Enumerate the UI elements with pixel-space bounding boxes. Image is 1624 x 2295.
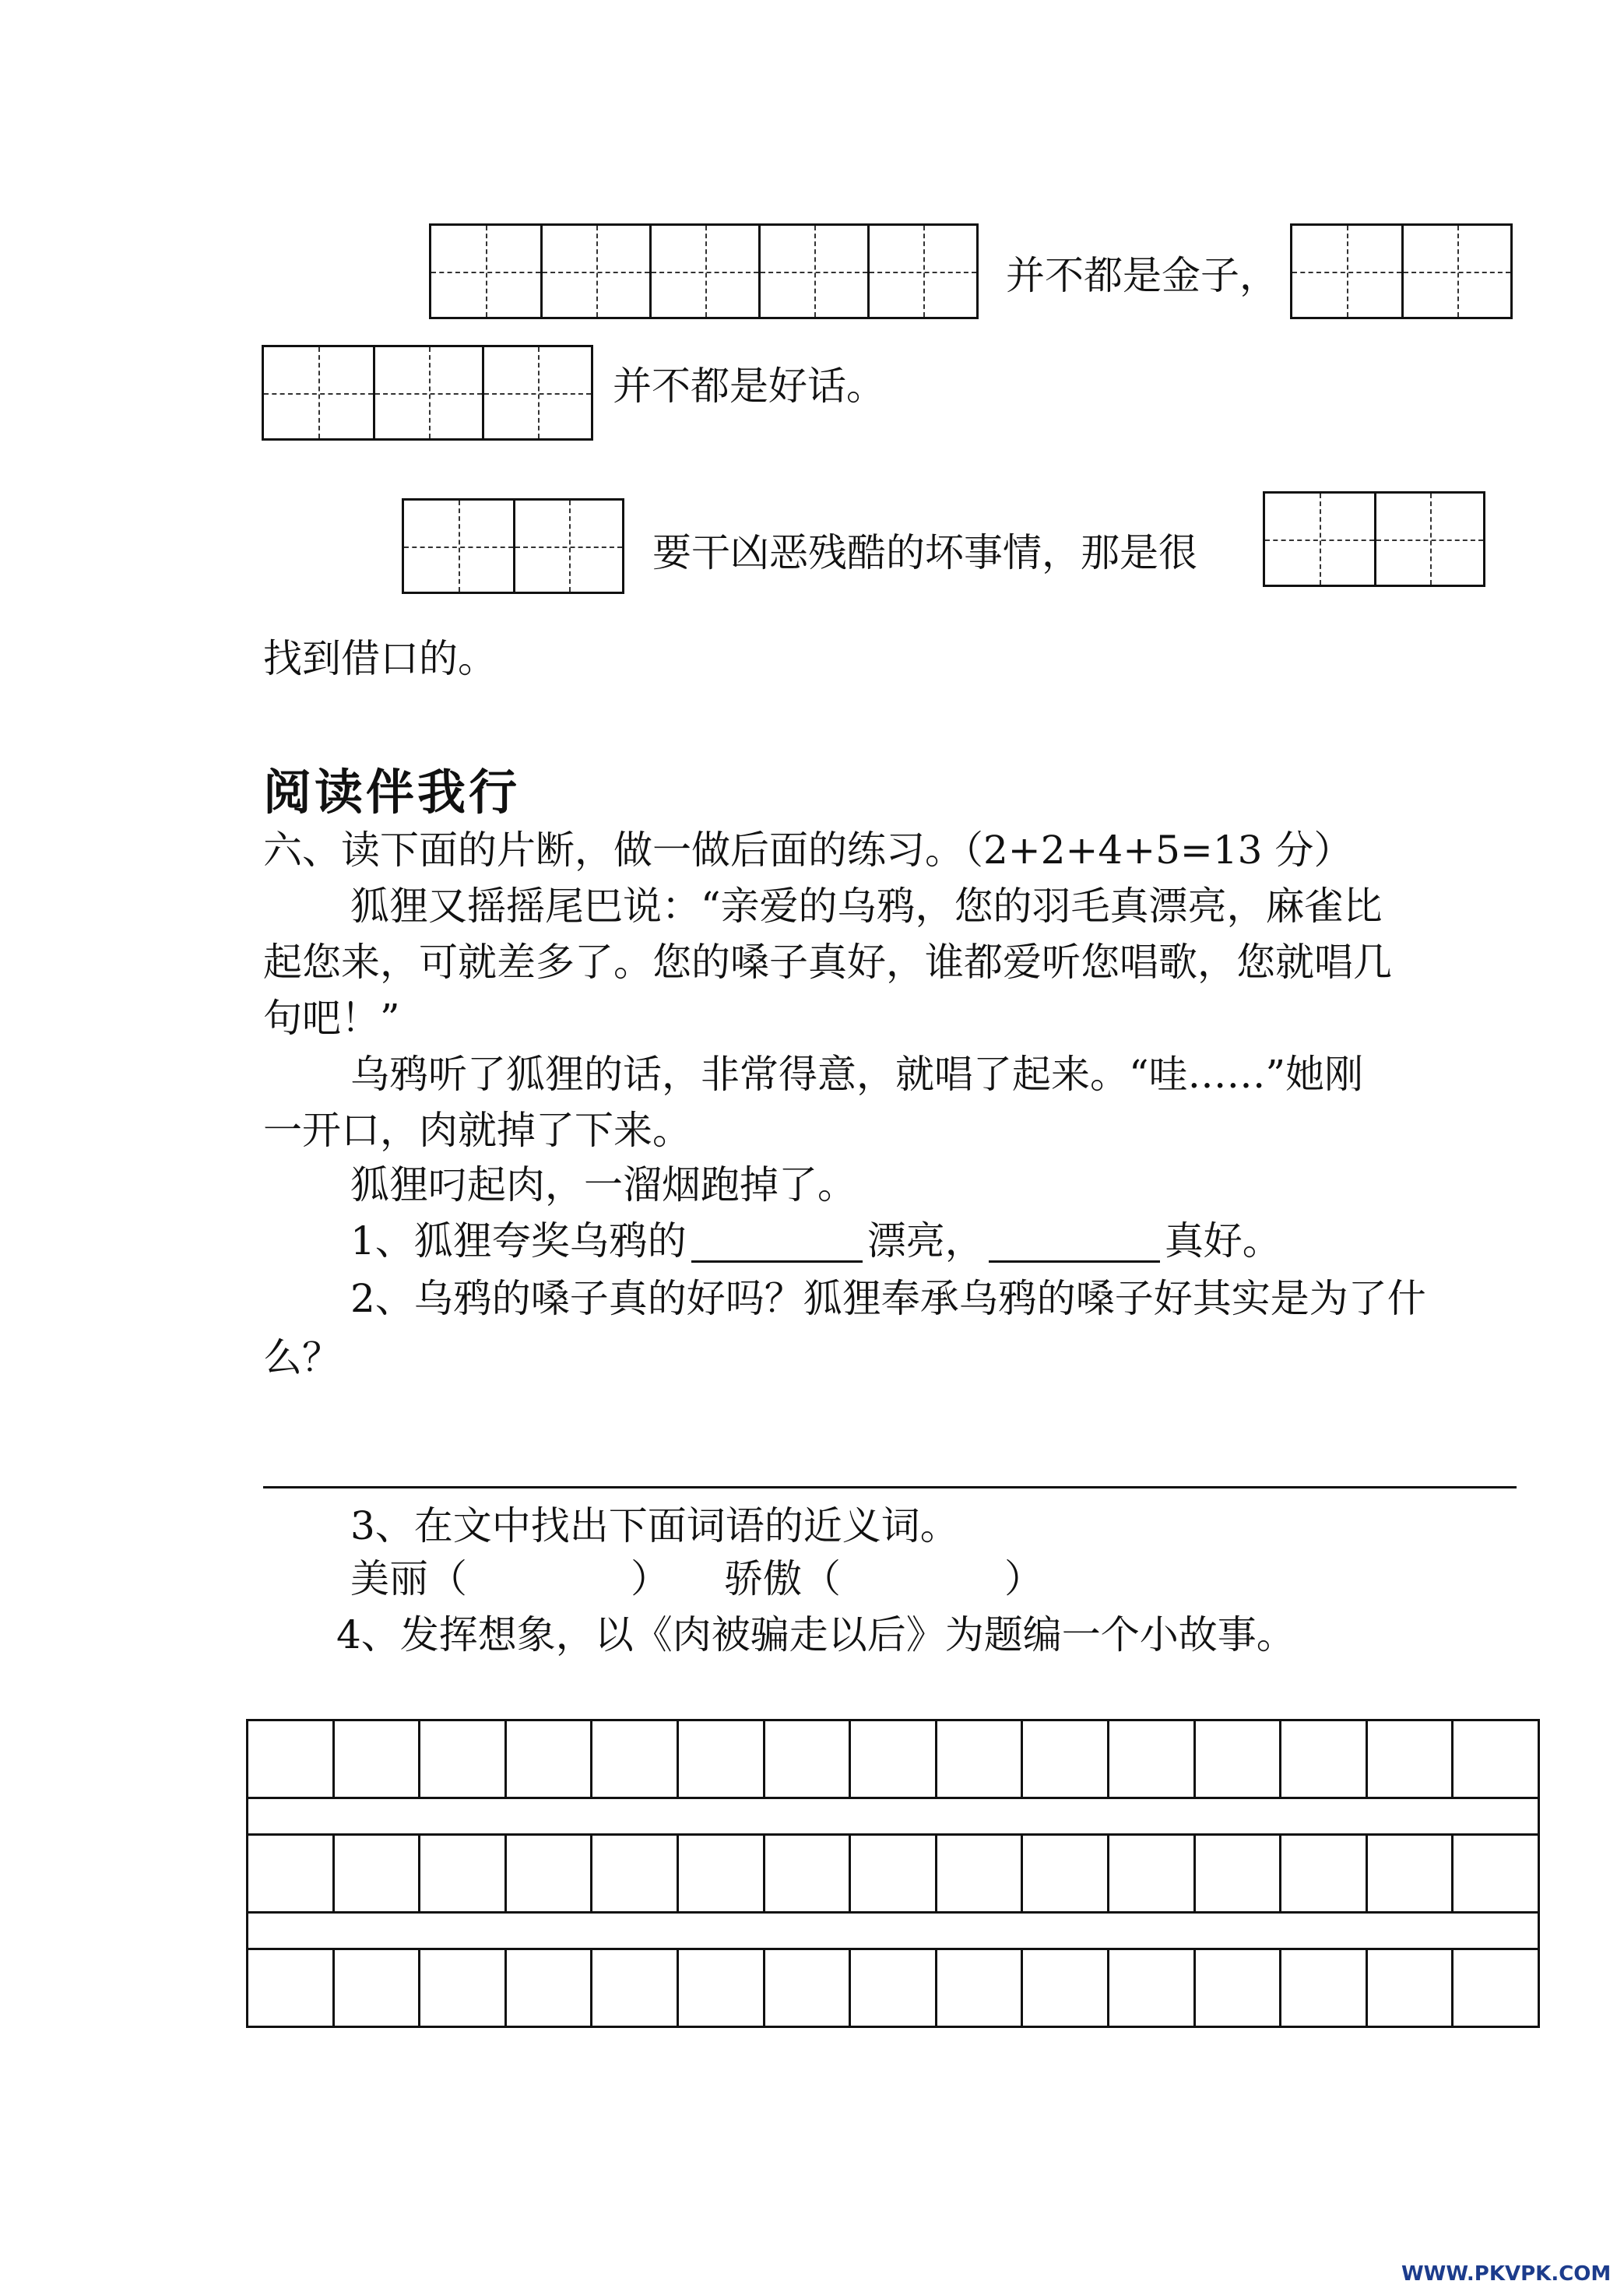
passage-line-1: 狐狸又摇摇尾巴说：“亲爱的乌鸦，您的羽毛真漂亮，麻雀比	[350, 884, 1383, 929]
grid-cell[interactable]	[504, 1950, 591, 2026]
grid-cell[interactable]	[763, 1836, 849, 1911]
grid-cell[interactable]	[677, 1721, 763, 1797]
grid-cell[interactable]	[1021, 1950, 1107, 2026]
passage-line-3: 句吧！”	[263, 996, 400, 1041]
grid-cell[interactable]	[1193, 1721, 1280, 1797]
grid-cell[interactable]	[1107, 1721, 1193, 1797]
box-cell[interactable]	[431, 226, 540, 317]
passage-line-6: 狐狸叼起肉，一溜烟跑掉了。	[350, 1162, 856, 1207]
box-cell[interactable]	[1374, 494, 1483, 585]
writing-grid-spacer-2	[246, 1914, 1540, 1948]
grid-cell[interactable]	[935, 1836, 1021, 1911]
box-cell[interactable]	[540, 226, 649, 317]
grid-cell[interactable]	[504, 1721, 591, 1797]
q3-words	[350, 1557, 1043, 1601]
grid-cell[interactable]	[1107, 1950, 1193, 2026]
grid-cell[interactable]	[332, 1721, 419, 1797]
grid-cell[interactable]	[1366, 1836, 1452, 1911]
box-cell[interactable]	[1292, 226, 1401, 317]
blank-box-group-2a[interactable]	[1290, 223, 1513, 319]
grid-cell[interactable]	[1193, 1836, 1280, 1911]
grid-cell[interactable]	[1451, 1836, 1538, 1911]
passage-line-2: 起您来，可就差多了。您的嗓子真好，谁都爱听您唱歌，您就唱几	[263, 940, 1392, 985]
q3-prompt: 3、在文中找出下面词语的近义词。	[350, 1503, 959, 1548]
q1-middle: 漂亮，	[866, 1218, 984, 1263]
grid-cell[interactable]	[1279, 1836, 1366, 1911]
writing-grid-row-3[interactable]	[246, 1948, 1540, 2028]
q2-answer-line[interactable]	[263, 1486, 1517, 1488]
proverb-line2-text: 并不都是好话。	[613, 364, 885, 409]
grid-cell[interactable]	[849, 1950, 935, 2026]
question6-title: 六、读下面的片断，做一做后面的练习。（2+2+4+5=13 分）	[263, 828, 1353, 873]
q1-prefix: 1、狐狸夸奖乌鸦的	[350, 1218, 687, 1263]
writing-grid-row-1[interactable]	[246, 1719, 1540, 1799]
box-cell[interactable]	[867, 226, 976, 317]
grid-cell[interactable]	[418, 1950, 504, 2026]
passage-line-5: 一开口，肉就掉了下来。	[263, 1108, 691, 1153]
grid-cell[interactable]	[763, 1950, 849, 2026]
grid-cell[interactable]	[1279, 1950, 1366, 2026]
q3-word1: 美丽（	[350, 1556, 467, 1601]
box-cell[interactable]	[482, 347, 591, 438]
q3-close1: ）	[631, 1556, 670, 1601]
proverb-line3-text: 要干凶恶残酷的坏事情，那是很	[652, 530, 1197, 575]
q3-word2: 骄傲（	[724, 1556, 841, 1601]
grid-cell[interactable]	[677, 1950, 763, 2026]
grid-cell[interactable]	[1279, 1721, 1366, 1797]
grid-cell[interactable]	[418, 1721, 504, 1797]
grid-cell[interactable]	[248, 1836, 332, 1911]
q2-line-1: 2、乌鸦的嗓子真的好吗？狐狸奉承乌鸦的嗓子好其实是为了什	[350, 1276, 1426, 1321]
grid-cell[interactable]	[763, 1721, 849, 1797]
blank-box-group-3[interactable]	[262, 345, 593, 441]
box-cell[interactable]	[649, 226, 758, 317]
footer-watermark: WWW.PKVPK.COM	[1401, 2262, 1612, 2286]
grid-cell[interactable]	[332, 1950, 419, 2026]
passage-line-4: 乌鸦听了狐狸的话，非常得意，就唱了起来。“哇……”她刚	[350, 1052, 1364, 1097]
grid-cell[interactable]	[332, 1836, 419, 1911]
q1-line	[350, 1219, 1281, 1263]
grid-cell[interactable]	[1021, 1836, 1107, 1911]
grid-cell[interactable]	[935, 1950, 1021, 2026]
grid-cell[interactable]	[1021, 1721, 1107, 1797]
section-heading: 阅读伴我行	[263, 764, 521, 821]
writing-grid-spacer-1	[246, 1799, 1540, 1833]
grid-cell[interactable]	[1451, 1721, 1538, 1797]
grid-cell[interactable]	[1451, 1950, 1538, 2026]
grid-cell[interactable]	[248, 1721, 332, 1797]
grid-cell[interactable]	[1366, 1721, 1452, 1797]
grid-cell[interactable]	[677, 1836, 763, 1911]
box-cell[interactable]	[513, 501, 622, 592]
box-cell[interactable]	[1401, 226, 1510, 317]
blank-box-group-5[interactable]	[429, 223, 979, 319]
q1-suffix: 真好。	[1164, 1218, 1281, 1263]
grid-cell[interactable]	[590, 1950, 677, 2026]
box-cell[interactable]	[758, 226, 867, 317]
grid-cell[interactable]	[248, 1950, 332, 2026]
grid-cell[interactable]	[1107, 1836, 1193, 1911]
writing-grid-row-2[interactable]	[246, 1833, 1540, 1914]
grid-cell[interactable]	[1193, 1950, 1280, 2026]
q3-close2: ）	[1004, 1556, 1043, 1601]
blank-box-group-2c[interactable]	[1263, 491, 1485, 587]
q1-blank-2[interactable]	[989, 1260, 1160, 1263]
grid-cell[interactable]	[590, 1721, 677, 1797]
grid-cell[interactable]	[504, 1836, 591, 1911]
box-cell[interactable]	[404, 501, 513, 592]
q4-prompt: 4、发挥想象，以《肉被骗走以后》为题编一个小故事。	[336, 1612, 1295, 1657]
grid-cell[interactable]	[849, 1721, 935, 1797]
box-cell[interactable]	[264, 347, 373, 438]
grid-cell[interactable]	[590, 1836, 677, 1911]
grid-cell[interactable]	[1366, 1950, 1452, 2026]
q1-blank-1[interactable]	[691, 1260, 863, 1263]
proverb-line4-text: 找到借口的。	[263, 636, 497, 681]
grid-cell[interactable]	[849, 1836, 935, 1911]
q2-line-2: 么？	[263, 1335, 341, 1380]
grid-cell[interactable]	[418, 1836, 504, 1911]
box-cell[interactable]	[373, 347, 482, 438]
proverb-line1-text: 并不都是金子，	[1006, 253, 1278, 298]
box-cell[interactable]	[1265, 494, 1374, 585]
blank-box-group-2b[interactable]	[402, 498, 624, 594]
grid-cell[interactable]	[935, 1721, 1021, 1797]
